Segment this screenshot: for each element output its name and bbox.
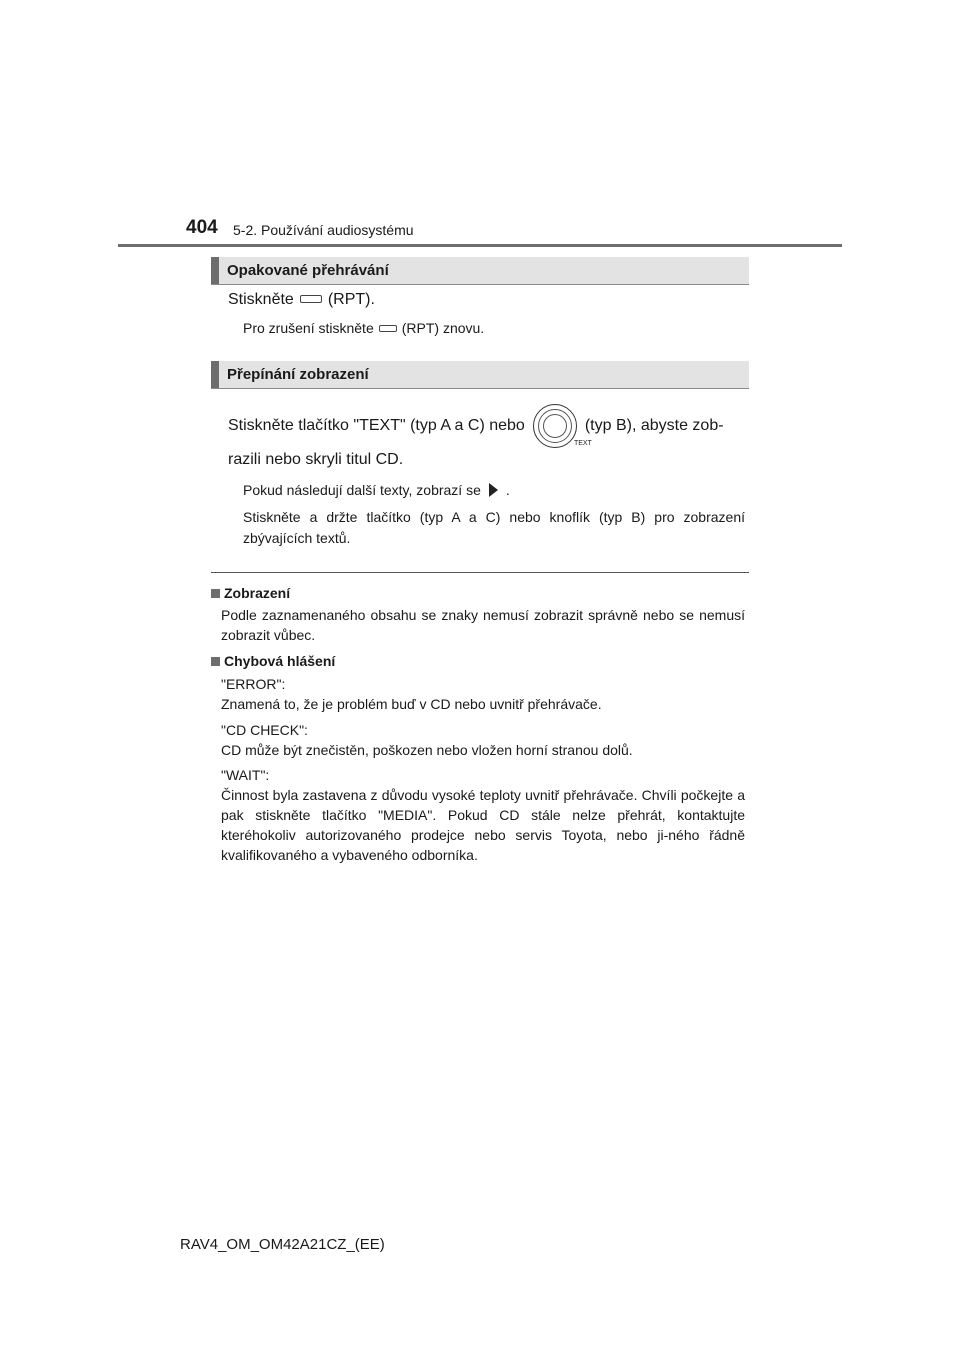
text-knob-icon [533, 404, 592, 448]
error-text: CD může být znečistěn, poškozen nebo vložen horní stranou dolů. [221, 742, 633, 758]
error-code: "CD CHECK": [221, 722, 308, 738]
instruction-text: Stiskněte tlačítko "TEXT" (typ A a C) nebo [228, 417, 525, 435]
error-code: "ERROR": [221, 676, 286, 692]
square-bullet-icon [211, 657, 220, 666]
note-text: (RPT) znovu. [401, 320, 485, 336]
note-text: Pro zrušení stiskněte [243, 320, 374, 336]
note-heading-errors [211, 653, 335, 669]
section-underline [211, 388, 749, 389]
document-code: RAV4_OM_OM42A21CZ_(EE) [180, 1236, 385, 1253]
error-item-wait [221, 765, 745, 865]
display-instruction-line2: razili nebo skryli titul CD. [228, 451, 404, 468]
display-instruction [228, 404, 750, 448]
note-text-display: Podle zaznamenaného obsahu se znaky nemusí zobrazit správně nebo se nemusí zobrazit vůbec. [221, 607, 745, 643]
arrow-right-icon [489, 483, 498, 497]
error-item-cd-check [221, 720, 745, 760]
display-note-hold: Stiskněte a držte tlačítko (typ A a C) nebo knoflík (typ B) pro zobrazení zbývajících textů. [243, 509, 745, 546]
note-heading-text: Chybová hlášení [224, 653, 336, 669]
chapter-title: 5-2. Používání audiosystému [233, 222, 414, 238]
notes-divider [211, 572, 749, 573]
error-item-error [221, 674, 745, 714]
error-text: Činnost byla zastavena z důvodu vysoké teploty uvnitř přehrávače. Chvíli počkejte a pak stiskněte tlačítko "MEDIA". Pokud CD stále nelze přehrát, kontaktujte kteréhokoliv autorizovaného prodejce nebo servis Toyota, nebo ji-ného řádně kvalifikovaného a vybaveného odborníka. [221, 787, 745, 863]
instruction-text: (typ B), abyste zob- [584, 417, 724, 435]
note-text: . [505, 482, 510, 498]
note-heading-display [211, 585, 290, 601]
error-text: Znamená to, že je problém buď v CD nebo uvnitř přehrávače. [221, 696, 602, 712]
note-heading-text: Zobrazení [224, 585, 291, 601]
section-underline [211, 284, 749, 285]
section-heading-display [211, 361, 749, 388]
repeat-instruction [228, 291, 375, 309]
section-title: Přepínání zobrazení [227, 366, 369, 383]
instruction-text: (RPT). [327, 291, 375, 308]
section-heading-repeat [211, 257, 749, 284]
rpt-button-icon [379, 325, 397, 332]
repeat-cancel-note [243, 320, 484, 336]
header-rule [118, 244, 842, 247]
rpt-button-icon [300, 295, 322, 303]
instruction-text: Stiskněte [228, 291, 294, 308]
page-number: 404 [186, 217, 218, 238]
section-title: Opakované přehrávání [227, 262, 389, 279]
knob-label: TEXT [573, 440, 592, 447]
display-note-more-text [243, 482, 510, 499]
square-bullet-icon [211, 589, 220, 598]
error-code: "WAIT": [221, 767, 270, 783]
note-text: Pokud následují další texty, zobrazí se [243, 482, 481, 498]
